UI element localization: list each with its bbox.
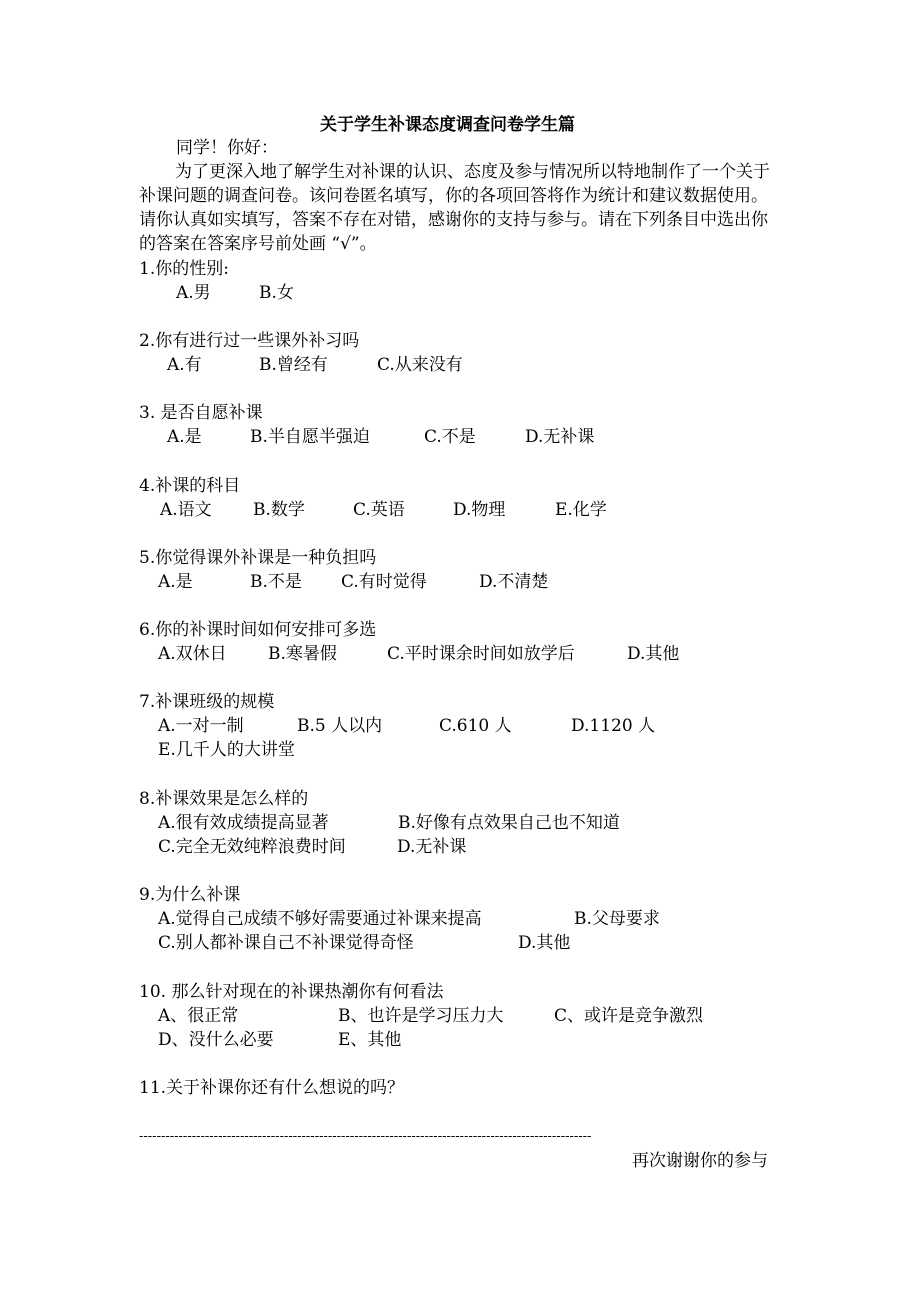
q5-option-a[interactable]: A.是 — [158, 572, 193, 592]
q5-option-b[interactable]: B.不是 — [250, 572, 302, 592]
question-2: 2.你有进行过一些课外补习吗 — [139, 331, 360, 351]
q2-option-a[interactable]: A.有 — [167, 355, 202, 375]
document-title: 关于学生补课态度调查问卷学生篇 — [320, 115, 575, 135]
intro-paragraph: 为了更深入地了解学生对补课的认识、态度及参与情况所以特地制作了一个关于补课问题的调查问卷。该问卷匿名填写，你的各项回答将作为统计和建议数据使用。请你认真如实填写，答案不存在对错，感谢你的支持与参与。请在下列条目中选出你的答案在答案序号前处画 “√”。 — [139, 162, 770, 254]
q1-option-a[interactable]: A.男 — [176, 283, 211, 303]
q7-option-e[interactable]: E.几千人的大讲堂 — [158, 740, 295, 760]
question-4: 4.补课的科目 — [139, 476, 241, 496]
separator-line: ------------------------------------------------------------------------------------------------------- — [139, 1129, 592, 1144]
question-5: 5.你觉得课外补课是一种负担吗 — [139, 548, 377, 568]
q2-option-c[interactable]: C.从来没有 — [377, 355, 463, 375]
q10-option-d[interactable]: D、没什么必要 — [158, 1030, 274, 1050]
q4-option-d[interactable]: D.物理 — [453, 500, 506, 520]
q2-option-b[interactable]: B.曾经有 — [259, 355, 328, 375]
q8-option-c[interactable]: C.完全无效纯粹浪费时间 — [158, 837, 346, 857]
q5-option-c[interactable]: C.有时觉得 — [341, 572, 427, 592]
q1-option-b[interactable]: B.女 — [259, 283, 294, 303]
q3-option-b[interactable]: B.半自愿半强迫 — [250, 427, 370, 447]
q8-option-b[interactable]: B.好像有点效果自己也不知道 — [398, 813, 620, 833]
question-10: 10. 那么针对现在的补课热潮你有何看法 — [139, 982, 444, 1002]
q10-option-c[interactable]: C、或许是竞争激烈 — [554, 1006, 704, 1026]
q6-option-d[interactable]: D.其他 — [627, 644, 680, 664]
q10-option-b[interactable]: B、也许是学习压力大 — [338, 1006, 504, 1026]
q8-option-a[interactable]: A.很有效成绩提高显著 — [158, 813, 329, 833]
q6-option-b[interactable]: B.寒暑假 — [268, 644, 337, 664]
question-7: 7.补课班级的规模 — [139, 692, 275, 712]
q10-option-a[interactable]: A、很正常 — [158, 1006, 239, 1026]
q9-option-d[interactable]: D.其他 — [518, 933, 571, 953]
q3-option-a[interactable]: A.是 — [167, 427, 202, 447]
question-1: 1.你的性别: — [139, 259, 229, 279]
question-9: 9.为什么补课 — [139, 885, 241, 905]
q9-option-b[interactable]: B.父母要求 — [574, 909, 660, 929]
q3-option-c[interactable]: C.不是 — [424, 427, 476, 447]
q8-option-d[interactable]: D.无补课 — [397, 837, 467, 857]
q3-option-d[interactable]: D.无补课 — [525, 427, 595, 447]
q10-option-e[interactable]: E、其他 — [338, 1030, 402, 1050]
q4-option-c[interactable]: C.英语 — [353, 500, 405, 520]
greeting: 同学！你好： — [176, 138, 278, 158]
q9-option-c[interactable]: C.别人都补课自己不补课觉得奇怪 — [158, 933, 414, 953]
q9-option-a[interactable]: A.觉得自己成绩不够好需要通过补课来提高 — [158, 909, 482, 929]
q6-option-c[interactable]: C.平时课余时间如放学后 — [387, 644, 575, 664]
question-8: 8.补课效果是怎么样的 — [139, 789, 309, 809]
question-11: 11.关于补课你还有什么想说的吗？ — [139, 1078, 405, 1098]
question-3: 3. 是否自愿补课 — [139, 403, 263, 423]
q4-option-b[interactable]: B.数学 — [253, 500, 305, 520]
q7-option-b[interactable]: B.5 人以内 — [297, 716, 383, 736]
closing-thanks: 再次谢谢你的参与 — [632, 1151, 768, 1171]
q4-option-e[interactable]: E.化学 — [555, 500, 607, 520]
q7-option-c[interactable]: C.610 人 — [439, 716, 512, 736]
q6-option-a[interactable]: A.双休日 — [158, 644, 227, 664]
q7-option-a[interactable]: A.一对一制 — [158, 716, 244, 736]
q7-option-d[interactable]: D.1120 人 — [571, 716, 656, 736]
q4-option-a[interactable]: A.语文 — [160, 500, 212, 520]
q5-option-d[interactable]: D.不清楚 — [479, 572, 549, 592]
question-6: 6.你的补课时间如何安排可多选 — [139, 620, 377, 640]
